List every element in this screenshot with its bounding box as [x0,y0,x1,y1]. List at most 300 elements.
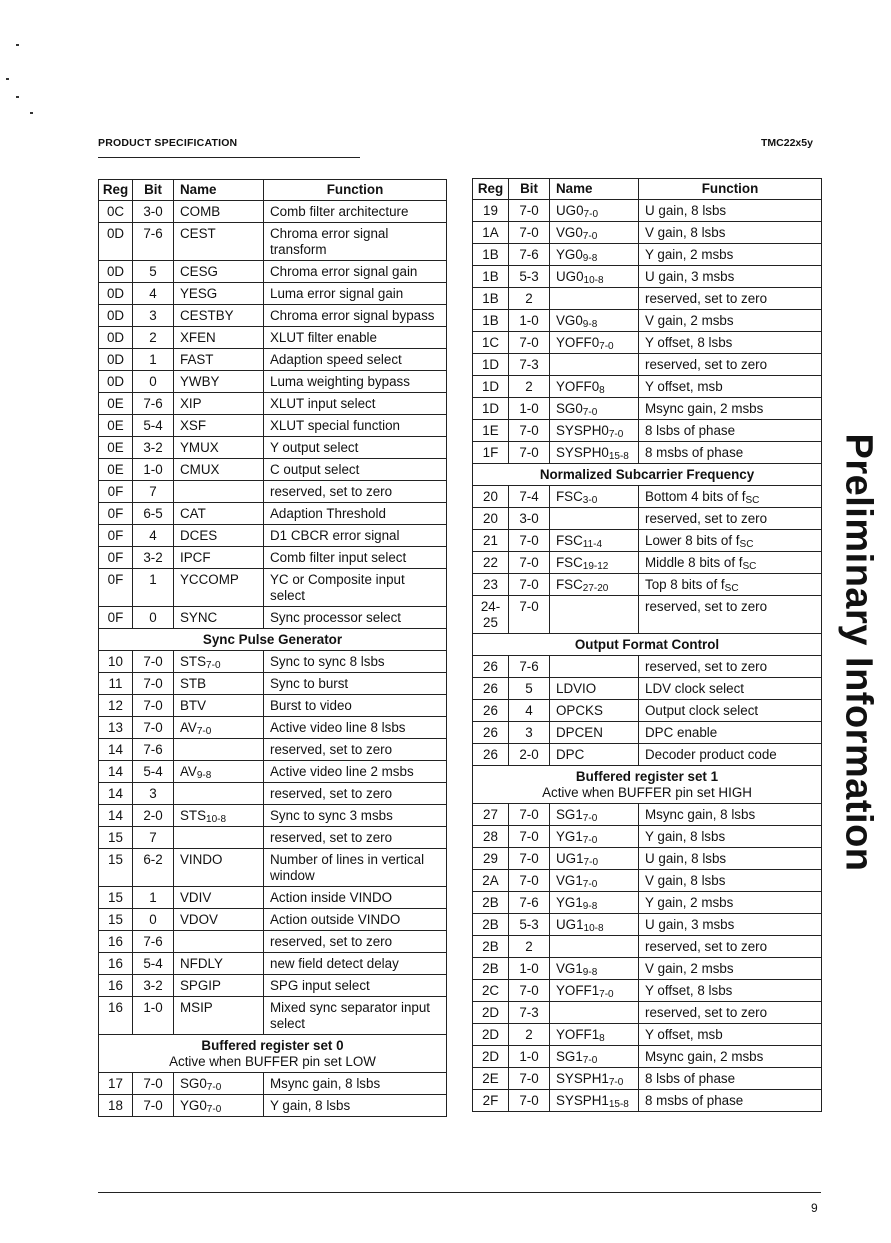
bit-cell: 7-0 [133,717,174,739]
name-subscript: 9-8 [582,967,598,978]
function-text: Sync to sync 8 lsbs [270,654,385,669]
table-row [473,656,822,678]
function-text: XLUT filter enable [270,330,377,345]
table-row [473,486,822,508]
function-cell [639,244,822,266]
table-row [99,827,447,849]
section-subtitle: Active when BUFFER pin set HIGH [542,785,752,800]
name-subscript: 9-8 [582,253,598,264]
function-cell [264,827,447,849]
name-text: VG0 [556,313,583,328]
name-cell [174,827,264,849]
name-cell [174,931,264,953]
table-row [473,914,822,936]
name-subscript: 11-4 [582,539,603,550]
table-row [99,673,447,695]
name-text: SYSPH0 [556,445,609,460]
name-cell [174,761,264,783]
col-header-reg: Reg [473,179,509,200]
name-cell [550,376,639,398]
reg-cell: 21 [473,530,509,552]
table-row [473,376,822,398]
reg-cell: 16 [99,997,133,1035]
name-cell [174,783,264,805]
function-cell [264,459,447,481]
section-row [473,464,822,486]
col-header-bit: Bit [133,180,174,201]
bit-cell: 7-0 [509,1068,550,1090]
function-cell [264,783,447,805]
scan-speck [16,44,19,46]
name-subscript: 7-0 [582,231,598,242]
bit-cell: 7-0 [133,1073,174,1095]
name-subscript: 27-20 [582,583,609,594]
name-text: CESG [180,264,218,279]
reg-cell: 20 [473,486,509,508]
name-text: YG0 [556,247,583,262]
name-cell [550,288,639,310]
name-text: VG0 [556,225,583,240]
table-row [473,892,822,914]
reg-cell: 0F [99,569,133,607]
name-cell [550,1068,639,1090]
table-row [473,596,822,634]
name-cell [550,398,639,420]
reg-cell: 0D [99,349,133,371]
reg-cell: 16 [99,931,133,953]
name-cell [174,1095,264,1117]
reg-cell: 2E [473,1068,509,1090]
function-text: U gain, 3 msbs [645,269,735,284]
table-row [99,931,447,953]
name-cell [174,909,264,931]
bit-cell: 7-0 [509,1090,550,1112]
reg-cell: 0D [99,371,133,393]
name-cell [550,722,639,744]
name-cell [174,261,264,283]
reg-cell: 14 [99,761,133,783]
reg-cell: 1D [473,376,509,398]
function-cell [264,223,447,261]
table-row [473,826,822,848]
function-text: SPG input select [270,978,370,993]
table-header-row [473,179,822,200]
function-text: reserved, set to zero [645,1005,768,1020]
col-header-bit: Bit [509,179,550,200]
name-cell [174,717,264,739]
name-cell [174,1073,264,1095]
reg-cell: 0E [99,459,133,481]
table-row [99,201,447,223]
name-cell [174,349,264,371]
section-row [473,634,822,656]
scan-speck [16,96,19,98]
name-cell [174,739,264,761]
name-subscript: 7-0 [582,879,598,890]
function-cell [639,1090,822,1112]
name-cell [550,530,639,552]
name-cell [174,695,264,717]
name-text: YG0 [180,1098,207,1113]
name-cell [174,997,264,1035]
name-text: AV [180,720,197,735]
bit-cell: 5 [133,261,174,283]
section-title-cell [99,629,447,651]
page-number: 9 [811,1201,818,1215]
function-text: Burst to video [270,698,352,713]
table-row [473,244,822,266]
bit-cell: 4 [133,283,174,305]
name-text: SG0 [556,401,583,416]
function-cell [264,415,447,437]
function-cell [264,887,447,909]
name-cell [550,1024,639,1046]
side-title-text: Preliminary Information [837,432,880,872]
bit-cell: 6-5 [133,503,174,525]
header-rule [98,157,360,158]
bit-cell: 2-0 [509,744,550,766]
name-text: FSC [556,577,583,592]
table-row [99,953,447,975]
function-text: reserved, set to zero [270,484,393,499]
function-text: 8 msbs of phase [645,1093,744,1108]
function-cell [639,508,822,530]
function-cell [639,914,822,936]
header-product-specification: PRODUCT SPECIFICATION [98,137,238,149]
bit-cell: 7-3 [509,354,550,376]
table-row [99,393,447,415]
register-rows-left [99,201,447,1117]
function-text: reserved, set to zero [270,786,393,801]
function-cell [264,761,447,783]
name-subscript: 7-0 [206,1082,222,1093]
reg-cell: 2C [473,980,509,1002]
name-text: XSF [180,418,207,433]
table-row [473,442,822,464]
function-text: Active video line 2 msbs [270,764,414,779]
bit-cell: 1 [133,887,174,909]
bit-cell: 7-0 [509,826,550,848]
table-row [473,1024,822,1046]
table-row [99,783,447,805]
bit-cell: 1 [133,349,174,371]
reg-cell: 0D [99,261,133,283]
table-row [473,508,822,530]
name-text: SPGIP [180,978,221,993]
table-row [473,266,822,288]
name-cell [174,673,264,695]
table-row [99,371,447,393]
function-text: 8 lsbs of phase [645,1071,736,1086]
name-text: SG1 [556,807,583,822]
name-text: STS [180,654,207,669]
bit-cell: 3-2 [133,547,174,569]
function-text: reserved, set to zero [270,830,393,845]
bit-cell: 1-0 [509,398,550,420]
name-cell [550,222,639,244]
name-cell [550,914,639,936]
name-cell [550,848,639,870]
function-cell [639,354,822,376]
table-row [473,552,822,574]
name-cell [550,700,639,722]
name-cell [174,223,264,261]
name-cell [550,1090,639,1112]
function-cell [639,656,822,678]
function-text: Decoder product code [645,747,777,762]
bit-cell: 7-0 [509,596,550,634]
function-cell [264,909,447,931]
function-cell [264,569,447,607]
function-cell [264,953,447,975]
function-cell [639,552,822,574]
name-text: UG0 [556,269,584,284]
function-text: Y gain, 2 msbs [645,247,734,262]
bit-cell: 7-0 [509,442,550,464]
table-row [473,420,822,442]
bit-cell: 7-3 [509,1002,550,1024]
reg-cell: 10 [99,651,133,673]
table-row [473,310,822,332]
reg-cell: 26 [473,700,509,722]
function-text: Adaption Threshold [270,506,386,521]
name-text: YOFF0 [556,379,600,394]
reg-cell: 26 [473,656,509,678]
reg-cell: 2B [473,936,509,958]
section-title: Buffered register set 0 [201,1038,344,1053]
name-text: FSC [556,533,583,548]
function-text: Msync gain, 8 lsbs [645,807,756,822]
name-cell [550,1002,639,1024]
reg-cell: 1E [473,420,509,442]
function-text: Active video line 8 lsbs [270,720,406,735]
reg-cell: 13 [99,717,133,739]
bit-cell: 2 [509,288,550,310]
section-title-cell [473,634,822,656]
function-text: Y output select [270,440,359,455]
name-subscript: 7-0 [582,407,598,418]
function-text: new field detect delay [270,956,399,971]
reg-cell: 1B [473,310,509,332]
reg-cell: 0E [99,415,133,437]
function-cell [264,261,447,283]
section-title: Output Format Control [574,637,720,652]
reg-cell: 16 [99,953,133,975]
function-cell [264,327,447,349]
table-row [99,261,447,283]
reg-cell: 0C [99,201,133,223]
name-text: DPCEN [556,725,603,740]
table-row [99,849,447,887]
function-text: 8 msbs of phase [645,445,744,460]
name-cell [174,371,264,393]
name-text: VINDO [180,852,223,867]
function-cell [639,1068,822,1090]
bit-cell: 7-0 [509,332,550,354]
col-header-name: Name [174,180,264,201]
side-title-preliminary-information [818,432,891,872]
reg-cell: 29 [473,848,509,870]
function-text: U gain, 8 lsbs [645,203,727,218]
table-row [99,887,447,909]
reg-cell: 0D [99,283,133,305]
function-cell [264,651,447,673]
name-cell [550,656,639,678]
function-text: U gain, 8 lsbs [645,851,727,866]
name-text: IPCF [180,550,211,565]
name-cell [550,266,639,288]
name-subscript: 10-8 [583,275,604,286]
name-text: DCES [180,528,218,543]
table-row [99,349,447,371]
bit-cell: 7-0 [509,848,550,870]
reg-cell: 1B [473,266,509,288]
bit-cell: 2 [509,936,550,958]
name-text: SYSPH0 [556,423,609,438]
bit-cell: 7-0 [509,552,550,574]
table-row [473,700,822,722]
function-cell [264,717,447,739]
bit-cell: 4 [133,525,174,547]
name-cell [174,415,264,437]
function-subscript: SC [739,539,754,550]
function-text: Mixed sync separator input select [270,1000,431,1031]
reg-cell: 0E [99,437,133,459]
name-text: CESTBY [180,308,234,323]
reg-cell: 27 [473,804,509,826]
table-row [99,1073,447,1095]
reg-cell: 0D [99,327,133,349]
name-cell [174,393,264,415]
table-row [473,574,822,596]
function-text: 8 lsbs of phase [645,423,736,438]
function-text: reserved, set to zero [645,291,768,306]
function-cell [264,673,447,695]
table-row [99,651,447,673]
name-cell [550,552,639,574]
bit-cell: 7-6 [509,892,550,914]
bit-cell: 3 [509,722,550,744]
function-cell [639,1046,822,1068]
bit-cell: 5 [509,678,550,700]
function-text: Sync to sync 3 msbs [270,808,393,823]
bit-cell: 7-0 [509,870,550,892]
reg-cell: 12 [99,695,133,717]
name-cell [174,651,264,673]
function-cell [639,848,822,870]
table-row [99,695,447,717]
reg-cell: 14 [99,783,133,805]
function-text: Top 8 bits of f [645,577,725,592]
reg-cell: 1D [473,354,509,376]
function-text: Number of lines in vertical window [270,852,425,883]
name-text: SG0 [180,1076,207,1091]
name-cell [550,420,639,442]
reg-cell: 1B [473,244,509,266]
function-text: Bottom 4 bits of f [645,489,746,504]
function-cell [639,310,822,332]
bit-cell: 5-4 [133,953,174,975]
bit-cell: 7-0 [509,200,550,222]
function-cell [264,805,447,827]
function-cell [639,678,822,700]
section-title-cell [473,766,822,804]
function-text: Sync processor select [270,610,401,625]
table-row [99,761,447,783]
name-text: XFEN [180,330,216,345]
function-text: Y gain, 2 msbs [645,895,734,910]
table-row [99,975,447,997]
name-subscript: 7-0 [582,1055,598,1066]
function-text: Comb filter input select [270,550,407,565]
bit-cell: 1 [133,569,174,607]
bit-cell: 7-6 [133,931,174,953]
function-text: Comb filter architecture [270,204,409,219]
function-cell [264,695,447,717]
bit-cell: 1-0 [509,310,550,332]
reg-cell: 18 [99,1095,133,1117]
reg-cell: 2A [473,870,509,892]
table-row [473,530,822,552]
bit-cell: 3 [133,305,174,327]
col-header-function: Function [264,180,447,201]
name-cell [550,826,639,848]
name-text: MSIP [180,1000,213,1015]
name-text: CAT [180,506,206,521]
bit-cell: 7-0 [509,804,550,826]
section-row [99,1035,447,1073]
register-rows-right [473,200,822,1112]
col-header-function: Function [639,179,822,200]
function-cell [264,547,447,569]
function-text: V gain, 8 lsbs [645,225,726,240]
name-cell [174,481,264,503]
function-cell [264,437,447,459]
function-text: reserved, set to zero [270,934,393,949]
function-cell [639,744,822,766]
name-text: YOFF1 [556,983,600,998]
reg-cell: 2B [473,958,509,980]
table-row [99,997,447,1035]
bit-cell: 7-0 [133,651,174,673]
reg-cell: 14 [99,739,133,761]
reg-cell: 0F [99,481,133,503]
function-text: Y gain, 8 lsbs [645,829,726,844]
function-cell [639,530,822,552]
name-subscript: 7-0 [582,813,598,824]
reg-cell: 23 [473,574,509,596]
reg-cell: 15 [99,909,133,931]
bit-cell: 5-3 [509,266,550,288]
reg-cell: 11 [99,673,133,695]
name-text: SYNC [180,610,218,625]
bit-cell: 1-0 [509,1046,550,1068]
bit-cell: 2 [509,1024,550,1046]
bit-cell: 3 [133,783,174,805]
name-text: SYSPH1 [556,1093,609,1108]
name-subscript: 15-8 [608,451,629,462]
name-text: YMUX [180,440,219,455]
bit-cell: 5-4 [133,761,174,783]
function-cell [639,442,822,464]
name-cell [550,804,639,826]
table-row [473,288,822,310]
name-cell [174,887,264,909]
function-text: Y gain, 8 lsbs [270,1098,351,1113]
name-cell [174,201,264,223]
name-subscript: 7-0 [206,660,221,671]
name-cell [174,547,264,569]
